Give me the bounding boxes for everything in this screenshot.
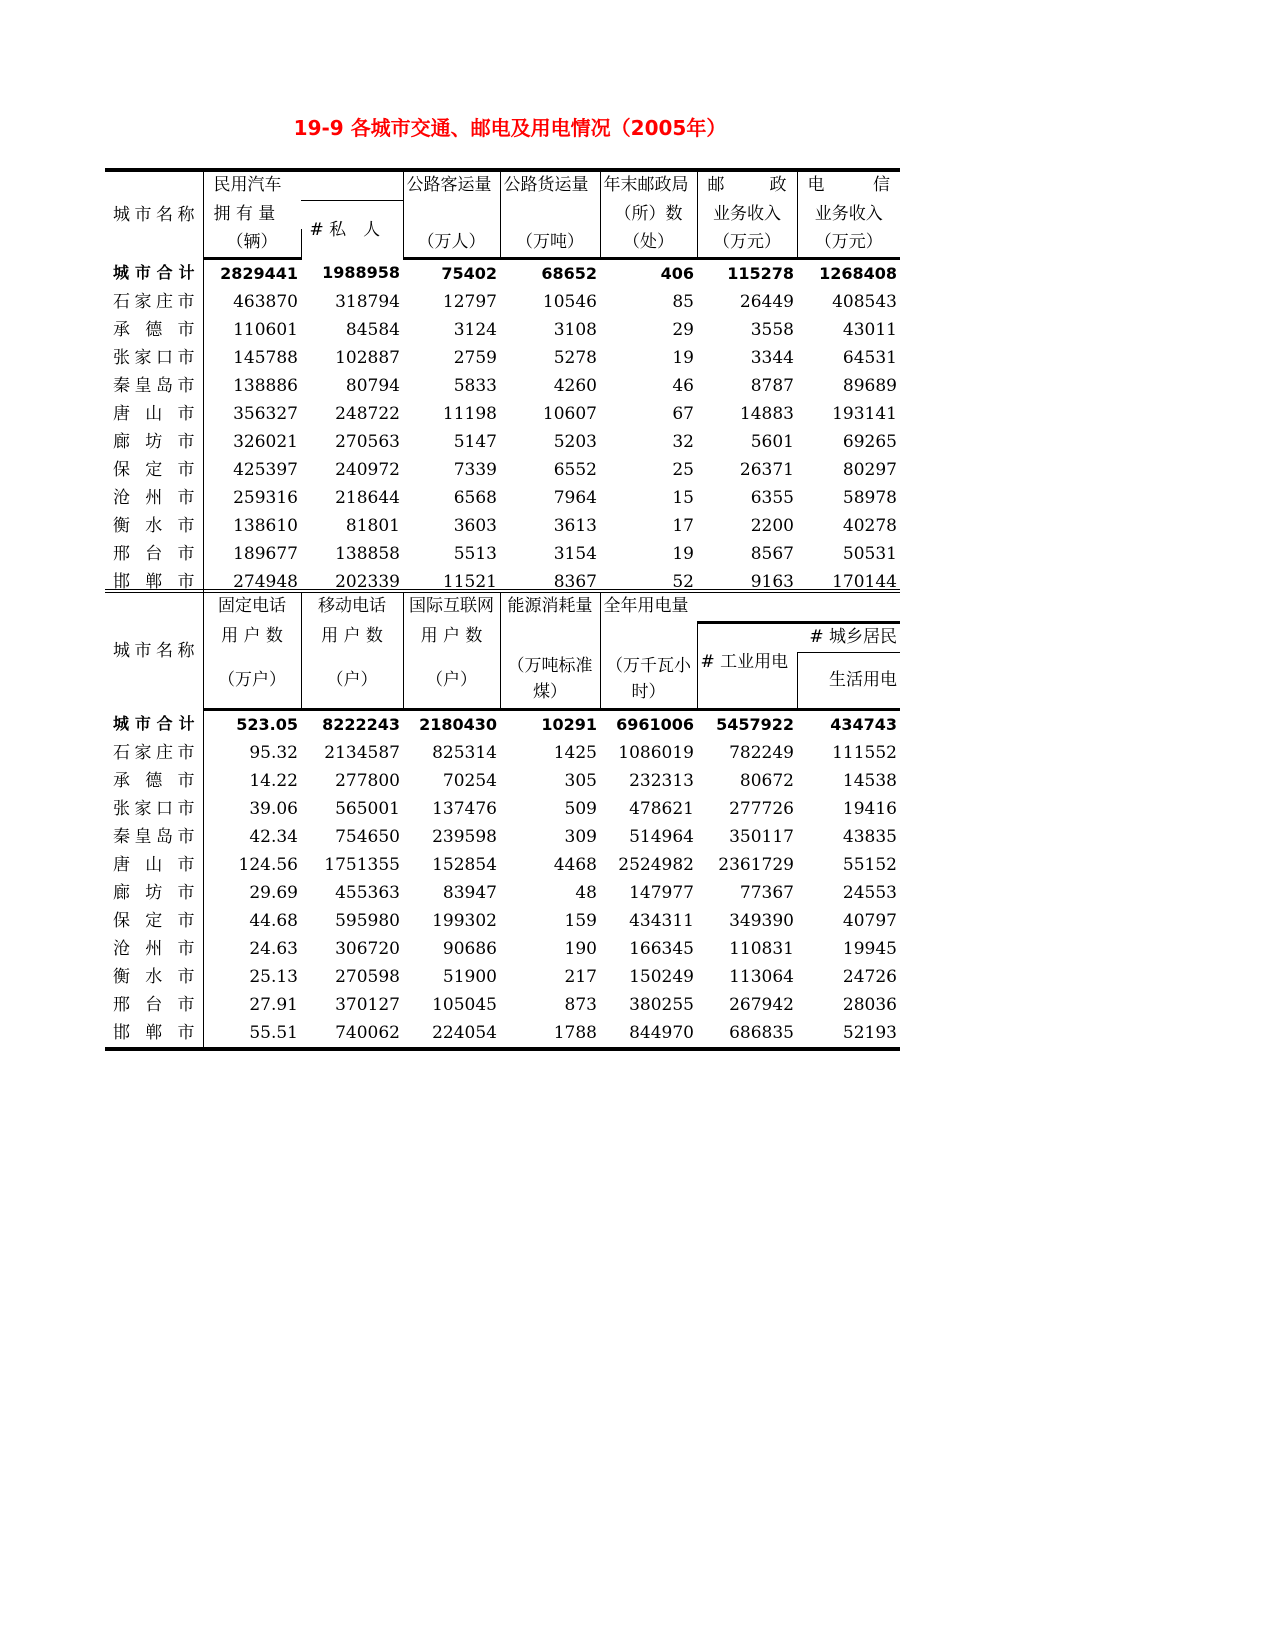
header-resident: # 城乡居民 [697,623,900,653]
table-row [105,879,900,907]
city-name: 邢台市 [105,540,203,568]
table-row [105,400,900,428]
table-cell: 5601 [750,431,794,452]
city-name: 石家庄市 [105,739,203,767]
table-cell: 740062 [335,1022,400,1043]
table-cell: 105045 [432,994,497,1015]
table-cell: 14.22 [249,770,298,791]
table-cell: 8367 [553,571,597,592]
table-cell: 110831 [729,938,794,959]
table-row [105,484,900,512]
table-cell: 55.51 [249,1022,298,1043]
header-freight: 公路货运量 [500,170,600,201]
table-cell: 3108 [553,319,597,340]
city-name: 邯郸市 [105,568,203,596]
table-cell: 873 [564,994,597,1015]
header-postal: 邮 政 [697,170,797,201]
header-telecom: 电 信 [807,175,890,195]
table-cell: 4468 [553,854,597,875]
table-cell: 326021 [233,431,298,452]
city-name: 石家庄市 [105,288,203,316]
table-cell: 26371 [739,459,794,480]
table-cell: 782249 [729,742,794,763]
table-cell: 39.06 [249,798,298,819]
table-row [105,428,900,456]
table-row [105,372,900,400]
table-cell: 318794 [335,291,400,312]
table-cell: 270563 [335,431,400,452]
table-cell: 26449 [739,291,794,312]
phone-energy-table: 城市名称 固定电话 移动电话 国际互联网 能源消耗量 全年用电量 用 户 数 用 户 数 用 户 数 # 城乡居民 （万户） （户） （户） （万吨标准煤） （万千瓦小时） # 工业用电 生活用电 城市合计 523.05 8222243 2180430 10291 6961006 5457922 434743 石家庄市 95.32 2134587 825314 1425 1086019 782249 111552 承德市 14.22 277800 70254 305 232313 80672 14538 张家口市 39.06 565001 137476 509 478621 277726 19416 秦皇岛市 42.34 754650 239598 309 514964 350117 43835 唐山市 124.56 1751355 152854 4468 2524982 2361729 55152 廊坊市 29.69 455363 83947 48 147977 77367 24553 保定市 44.68 595980 199302 159 434311 349390 40797 沧州市 24.63 306720 90686 190 166345 110831 19945 衡水市 25.13 270598 51900 217 150249 113064 24726 邢台市 27.91 370127 105045 873 380255 267942 28036 邯郸市 55.51 740062 224054 1788 844970 686835 52193 [105,589,900,1051]
table-cell: 8787 [750,375,794,396]
table-cell: 356327 [233,403,298,424]
table-cell: 844970 [629,1022,694,1043]
table-cell: 29 [672,319,694,340]
table-cell: 40278 [842,515,897,536]
table-cell: 1268408 [819,263,897,283]
table-cell: 232313 [629,770,694,791]
table-cell: 1086019 [618,742,694,763]
table-cell: 370127 [335,994,400,1015]
table-cell: 686835 [729,1022,794,1043]
table-cell: 202339 [335,571,400,592]
table-cell: 69265 [842,431,897,452]
table-cell: 15 [672,487,694,508]
header-postoffice: 年末邮政局 [600,170,697,201]
table-cell: 40797 [842,910,897,931]
table-cell: 5833 [453,375,497,396]
table-cell: 19416 [842,798,897,819]
table-cell: 2759 [453,347,497,368]
table-row [105,739,900,767]
table-cell: 7339 [453,459,497,480]
table-cell: 595980 [335,910,400,931]
table-cell: 240972 [335,459,400,480]
city-name: 邯郸市 [105,1019,203,1049]
city-name: 城市合计 [105,709,203,739]
table-cell: 1988958 [322,262,400,282]
table-cell: 75402 [441,263,497,283]
page-title: 19-9 各城市交通、邮电及用电情况（2005年） [293,116,727,140]
table-cell: 478621 [629,798,694,819]
table-row [105,991,900,1019]
table-cell: 6355 [750,487,794,508]
table-cell: 4260 [553,375,597,396]
table-row [105,767,900,795]
table-cell: 3558 [750,319,794,340]
table-cell: 90686 [442,938,497,959]
table-cell: 3124 [453,319,497,340]
table-cell: 17 [672,515,694,536]
table-cell: 514964 [629,826,694,847]
table-cell: 19945 [842,938,897,959]
table-cell: 425397 [233,459,298,480]
table-cell: 42.34 [249,826,298,847]
header-city: 城市名称 [105,170,203,258]
transport-post-table: 城市名称 民用汽车 公路客运量 公路货运量 年末邮政局 邮 政 电 信 拥 有 量 # 私 人 （所）数 业务收入 业务收入 （辆） （万人） （万吨） （处） （万元） （万元） 城市合计 2829441 1988958 75402 68652 406 115278 1268408 石家庄市 463870 318794 12797 10546 85 26449 408543 承德市 110601 84584 3124 3108 29 3558 43011 张家口市 145788 102887 2759 5278 19 3344 64531 秦皇岛市 138886 80794 5833 4260 46 8787 89689 唐山市 356327 248722 11198 10607 67 14883 193141 廊坊市 326021 270563 5147 5203 32 5601 69265 保定市 425397 240972 7339 6552 25 26371 80297 沧州市 259316 218644 6568 7964 15 6355 58978 衡水市 138610 81801 3603 3613 17 2200 40278 邢台市 189677 138858 5513 3154 19 8567 50531 邯郸市 274948 202339 11521 8367 52 9163 170144 [105,168,900,596]
city-name: 沧州市 [105,935,203,963]
table-cell: 138610 [233,515,298,536]
table-cell: 166345 [629,938,694,959]
table-cell: 24726 [842,966,897,987]
table-cell: 2361729 [718,854,794,875]
table-cell: 19 [672,543,694,564]
table-cell: 350117 [729,826,794,847]
table-cell: 434743 [830,714,897,734]
table-cell: 24.63 [249,938,298,959]
table-cell: 83947 [442,882,497,903]
table-cell: 111552 [832,742,897,763]
table-cell: 6961006 [616,714,694,734]
table-cell: 2524982 [618,854,694,875]
table-cell: 28036 [842,994,897,1015]
city-name: 衡水市 [105,963,203,991]
table-cell: 55152 [842,854,897,875]
table-row [105,456,900,484]
table-cell: 145788 [233,347,298,368]
table-cell: 43011 [842,319,897,340]
table-cell: 81801 [345,515,400,536]
table-cell: 2180430 [419,714,497,734]
table-cell: 1788 [553,1022,597,1043]
table-cell: 190 [564,938,597,959]
table-cell: 408543 [832,291,897,312]
table-cell: 8567 [750,543,794,564]
table-cell: 259316 [233,487,298,508]
table-cell: 102887 [335,347,400,368]
table-cell: 6568 [453,487,497,508]
table-cell: 509 [564,798,597,819]
table-row [105,907,900,935]
table-cell: 2200 [750,515,794,536]
table-cell: 6552 [553,459,597,480]
table-row [105,935,900,963]
city-name: 张家口市 [105,344,203,372]
table-cell: 89689 [842,375,897,396]
table-cell: 248722 [335,403,400,424]
city-name: 唐山市 [105,851,203,879]
table-cell: 110601 [233,319,298,340]
table-cell: 70254 [442,770,497,791]
header-private: # 私 人 [301,201,403,259]
city-name: 保定市 [105,456,203,484]
table-cell: 43835 [842,826,897,847]
table-cell: 270598 [335,966,400,987]
table-cell: 825314 [432,742,497,763]
table-cell: 305 [564,770,597,791]
table-cell: 138858 [335,543,400,564]
table-row [105,851,900,879]
city-name: 沧州市 [105,484,203,512]
table-row [105,316,900,344]
table-cell: 52 [672,571,694,592]
table-cell: 9163 [750,571,794,592]
city-name: 秦皇岛市 [105,372,203,400]
city-name: 张家口市 [105,795,203,823]
table-cell: 239598 [432,826,497,847]
table-cell: 46 [672,375,694,396]
table-cell: 349390 [729,910,794,931]
table-cell: 14538 [842,770,897,791]
table-row [105,1019,900,1049]
city-name: 廊坊市 [105,879,203,907]
table-cell: 85 [672,291,694,312]
table-cell: 147977 [629,882,694,903]
header-energy: 能源消耗量 [500,591,600,623]
table-cell: 11521 [442,571,497,592]
table-cell: 44.68 [249,910,298,931]
city-name: 保定市 [105,907,203,935]
table-cell: 463870 [233,291,298,312]
table-cell: 5513 [453,543,497,564]
table-cell: 380255 [629,994,694,1015]
table-cell: 5203 [553,431,597,452]
header-passenger: 公路客运量 [403,170,500,201]
table-cell: 1425 [553,742,597,763]
table-cell: 77367 [739,882,794,903]
table-cell: 170144 [832,571,897,592]
table-cell: 12797 [442,291,497,312]
header-industrial: # 工业用电 [697,653,797,710]
table-row [105,795,900,823]
table-cell: 306720 [335,938,400,959]
table-cell: 64531 [842,347,897,368]
table-cell: 406 [660,263,694,283]
table-cell: 309 [564,826,597,847]
table-cell: 14883 [739,403,794,424]
table-cell: 152854 [432,854,497,875]
table-cell: 217 [564,966,597,987]
table-cell: 10546 [542,291,597,312]
table-cell: 138886 [233,375,298,396]
table-cell: 11198 [442,403,497,424]
table-cell: 5147 [453,431,497,452]
table-cell: 19 [672,347,694,368]
table-cell: 2829441 [220,263,298,283]
table-cell: 80794 [345,375,400,396]
header-internet: 国际互联网 [403,591,500,623]
table-cell: 25 [672,459,694,480]
table-cell: 267942 [729,994,794,1015]
table-row [105,709,900,739]
table-cell: 3154 [553,543,597,564]
table-cell: 51900 [442,966,497,987]
table-cell: 434311 [629,910,694,931]
header-mobile: 移动电话 [301,591,403,623]
city-name: 城市合计 [105,258,203,288]
table-cell: 565001 [335,798,400,819]
table-cell: 84584 [345,319,400,340]
table-cell: 224054 [432,1022,497,1043]
table-cell: 68652 [541,263,597,283]
table-cell: 50531 [842,543,897,564]
table-cell: 48 [575,882,597,903]
table-cell: 115278 [727,263,794,283]
table-cell: 58978 [842,487,897,508]
table-cell: 10291 [541,714,597,734]
table-cell: 10607 [542,403,597,424]
table-cell: 218644 [335,487,400,508]
table-row [105,258,900,288]
table-cell: 189677 [233,543,298,564]
table-cell: 24553 [842,882,897,903]
table-cell: 137476 [432,798,497,819]
table-cell: 25.13 [249,966,298,987]
table-cell: 455363 [335,882,400,903]
table-cell: 124.56 [238,854,298,875]
table-row [105,963,900,991]
table-cell: 67 [672,403,694,424]
table-cell: 113064 [729,966,794,987]
city-name: 唐山市 [105,400,203,428]
table-cell: 2134587 [324,742,400,763]
table-cell: 5278 [553,347,597,368]
header-vehicles: 民用汽车 [213,175,282,195]
table-cell: 5457922 [716,714,794,734]
table-cell: 32 [672,431,694,452]
city-name: 秦皇岛市 [105,823,203,851]
table-cell: 27.91 [249,994,298,1015]
table-cell: 150249 [629,966,694,987]
table-cell: 52193 [842,1022,897,1043]
table-cell: 199302 [432,910,497,931]
city-name: 承德市 [105,767,203,795]
city-name: 承德市 [105,316,203,344]
table-cell: 3344 [750,347,794,368]
table-row [105,512,900,540]
table-cell: 95.32 [249,742,298,763]
table-cell: 8222243 [322,714,400,734]
header-power: 全年用电量 [603,596,689,616]
table-cell: 1751355 [324,854,400,875]
table-cell: 80297 [842,459,897,480]
city-name: 衡水市 [105,512,203,540]
city-name: 廊坊市 [105,428,203,456]
table-cell: 29.69 [249,882,298,903]
table-row [105,823,900,851]
table-cell: 80672 [739,770,794,791]
table-cell: 754650 [335,826,400,847]
table-cell: 523.05 [236,714,298,734]
table-row [105,344,900,372]
table-cell: 3613 [553,515,597,536]
table-cell: 3603 [453,515,497,536]
header-city-2: 城市名称 [105,591,203,709]
table-row [105,540,900,568]
table-cell: 159 [564,910,597,931]
table-row [105,288,900,316]
table-cell: 277726 [729,798,794,819]
table-cell: 7964 [553,487,597,508]
header-fixed: 固定电话 [203,591,301,623]
table-cell: 193141 [832,403,897,424]
table-cell: 274948 [233,571,298,592]
city-name: 邢台市 [105,991,203,1019]
table-cell: 277800 [335,770,400,791]
